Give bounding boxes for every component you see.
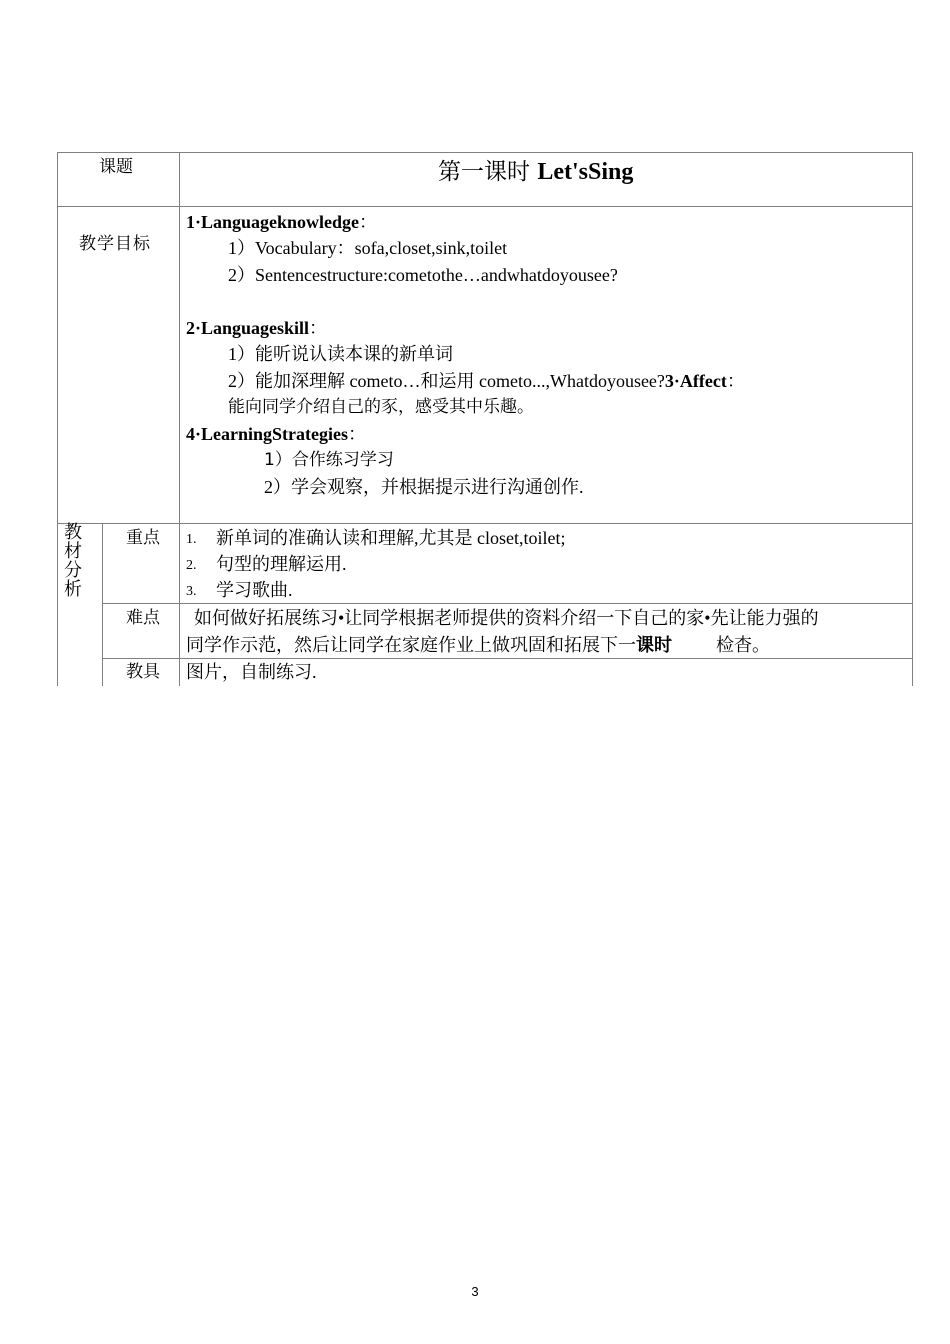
objectives-label: 教学目标 bbox=[79, 234, 151, 254]
section-2-colon: ： bbox=[309, 318, 328, 338]
difficulties-check: 检杳。 bbox=[716, 635, 770, 655]
affect-text: 能向同学介绍自己的豕，感受其中乐趣。 bbox=[228, 397, 534, 417]
tools-text: 图片，自制练习. bbox=[186, 662, 317, 682]
key-point-2-number: 2. bbox=[186, 558, 197, 573]
strategy-item-2: 2）学会观察，并根据提示进行沟通创作. bbox=[264, 477, 584, 497]
section-1-title: 1·Languageknowledge bbox=[186, 212, 360, 232]
tools-label: 教具 bbox=[126, 662, 160, 682]
section-1-heading bbox=[186, 209, 377, 235]
vocabulary-item: 1）Vocabulary：sofa,closet,sink,toilet bbox=[228, 238, 508, 258]
lesson-label: 课题 bbox=[99, 157, 133, 177]
key-point-3-text: 学习歌曲. bbox=[216, 580, 293, 600]
analysis-label-char-1: 教 bbox=[64, 522, 82, 543]
difficulties-label: 难点 bbox=[126, 608, 160, 628]
key-point-3-number: 3. bbox=[186, 584, 197, 599]
section-4-title: 4·LearningStrategies bbox=[186, 424, 348, 444]
section-1-colon: ： bbox=[359, 212, 378, 232]
analysis-label-char-2: 材 bbox=[64, 541, 82, 562]
table-border-sub bbox=[102, 523, 103, 686]
table-border-row3 bbox=[102, 603, 913, 604]
difficulties-next-lesson: 课时 bbox=[636, 635, 672, 655]
analysis-label-char-4: 析 bbox=[64, 579, 82, 600]
section-2-title: 2·Languageskill bbox=[186, 318, 310, 338]
analysis-label-char-3: 分 bbox=[64, 560, 82, 581]
difficulties-line-2-text: 同学作示范，然后让同学在家庭作业上做巩固和拓展下一 bbox=[186, 635, 636, 655]
sentence-structure-item: 2）Sentencestructure:cometothe…andwhatdoyousee? bbox=[228, 265, 618, 285]
section-2-heading bbox=[186, 315, 327, 341]
lesson-title-cn: 第一课时 bbox=[438, 159, 538, 185]
key-point-2-text: 句型的理解运用. bbox=[216, 554, 347, 574]
key-point-1-text: 新单词的准确认读和理解,尤其是 closet,toilet; bbox=[216, 528, 566, 548]
table-border-mid bbox=[179, 152, 180, 686]
key-point-1-number: 1. bbox=[186, 532, 197, 547]
difficulties-line-2 bbox=[186, 632, 770, 658]
table-border-left bbox=[57, 152, 58, 686]
table-border-row2 bbox=[57, 523, 913, 524]
section-4-colon: ： bbox=[347, 424, 366, 444]
table-border-top bbox=[57, 152, 913, 153]
section-3-colon: ： bbox=[726, 371, 745, 391]
section-4-heading bbox=[186, 421, 366, 447]
skill-item-2 bbox=[228, 368, 745, 394]
lesson-title-en: Let'sSing bbox=[537, 159, 634, 185]
lesson-title bbox=[438, 158, 633, 186]
table-border-right bbox=[912, 152, 913, 686]
table-border-row1 bbox=[57, 206, 913, 207]
analysis-label bbox=[63, 523, 83, 599]
section-3-title: 3·Affect bbox=[664, 371, 727, 391]
difficulties-line-1: 如何做好拓展练习•让同学根据老师提供的资料介绍一下自己的家•先让能力强的 bbox=[194, 608, 819, 628]
key-points-label: 重点 bbox=[126, 528, 160, 548]
skill-item-1: 1）能听说认读本课的新单词 bbox=[228, 344, 453, 364]
page-number: 3 bbox=[471, 1284, 479, 1299]
strategy-item-1: 1）合作练习学习 bbox=[264, 450, 394, 470]
skill-item-2-text: 2）能加深理解 cometo…和运用 cometo...,Whatdoyousee? bbox=[228, 371, 665, 391]
